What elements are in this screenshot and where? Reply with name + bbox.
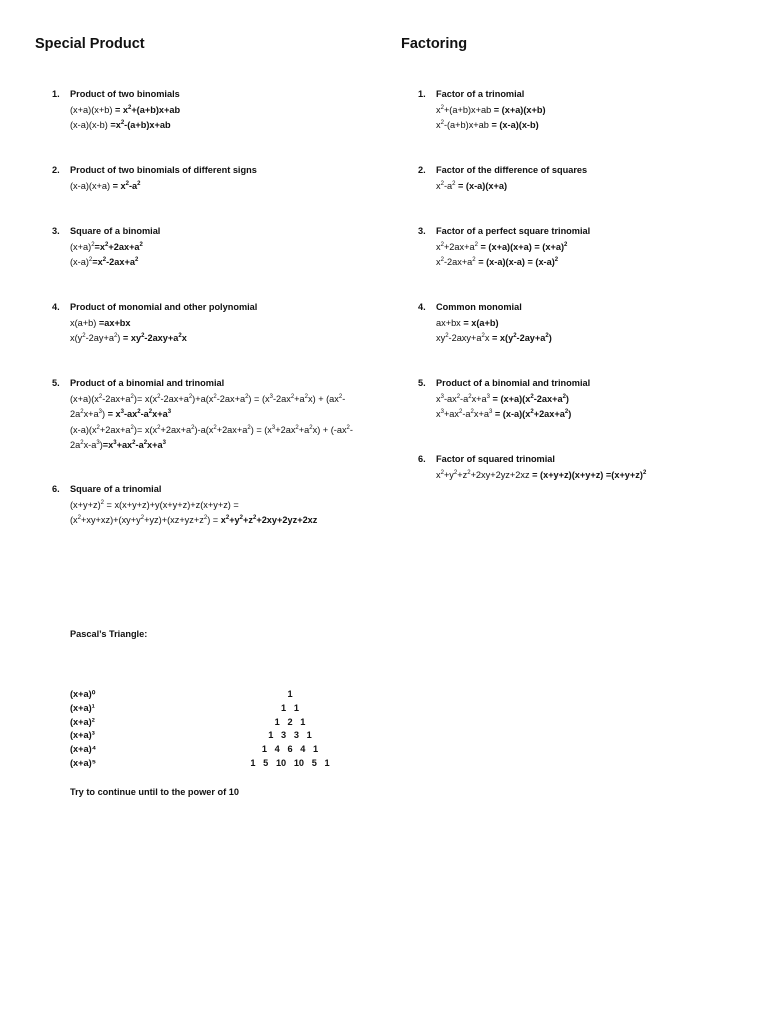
f-item-2-title: Factor of the difference of squares: [436, 165, 588, 175]
f-item-5: [418, 376, 758, 423]
sp-item-5: [52, 376, 370, 454]
pascal-row: [70, 757, 330, 771]
f-item-6: [418, 452, 758, 483]
pascal-row-values: 1: [287, 689, 293, 699]
f-item-4-formula-2: $xy^2-2axy+a^2x = x(y^2-2ay+a^2)$: [436, 332, 552, 343]
f-item-5-formula-2: $x^3+ax^2-a^2x+a^3 = (x-a)(x^2+2ax+a^2)$: [436, 408, 572, 419]
f-item-1-formula-1: $x^2+(a+b)x+ab = (x+a)(x+b)$: [436, 104, 546, 115]
sp-item-4-number: 4.: [52, 302, 60, 312]
sp-item-4-formula-1: x(a+b) =ax+bx: [70, 317, 131, 328]
f-item-4: [418, 300, 758, 347]
f-item-3: [418, 224, 758, 271]
sp-item-2-formula-1: $(x-a)(x+a) = x^2-a^2$: [70, 180, 141, 191]
sp-item-4: [52, 300, 370, 347]
pascal-triangle-title: Pascal’s Triangle:: [70, 629, 148, 639]
sp-item-5-number: 5.: [52, 378, 60, 388]
pascal-row-label: (x+a)²: [70, 716, 95, 727]
f-item-2: [418, 163, 758, 194]
sp-item-5-title: Product of a binomial and trinomial: [70, 378, 225, 388]
factoring-heading: Factoring: [401, 36, 468, 52]
sp-item-3-formula-2: $(x-a)^2=x^2-2ax+a^2$: [70, 256, 139, 267]
sp-item-3-number: 3.: [52, 226, 60, 236]
pascal-row-values: 1 2 1: [274, 716, 306, 727]
pascal-row-label: (x+a)¹: [70, 702, 95, 713]
f-item-5-formula-1: $x^3-ax^2-a^2x+a^3 = (x+a)(x^2-2ax+a^2)$: [436, 393, 569, 404]
pascal-row-values: 1 3 3 1: [268, 730, 312, 741]
sp-item-2-title: Product of two binomials of different signs: [70, 165, 257, 175]
f-item-6-title: Factor of squared trinomial: [436, 454, 555, 464]
sp-item-3-title: Square of a binomial: [70, 226, 161, 236]
f-item-6-formula-1: $x^2+y^2+z^2+2xy+2yz+2xz = (x+y+z)(x+y+z) =(x+y+z)^2$: [436, 469, 647, 480]
pascal-row: [70, 688, 293, 702]
sp-item-6-formula-1: $(x+y+z)^2 = x(x+y+z)+y(x+y+z)+z(x+y+z)$ =: [70, 499, 239, 510]
f-item-2-formula-1: $x^2-a^2 = (x-a)(x+a)$: [436, 180, 508, 191]
f-item-3-number: 3.: [418, 226, 426, 236]
pascal-row-label: (x+a)³: [70, 730, 95, 741]
f-item-5-title: Product of a binomial and trinomial: [436, 378, 591, 388]
sp-item-6: [52, 482, 370, 529]
sp-item-1-title: Product of two binomials: [70, 89, 180, 99]
pascal-row-label: (x+a)⁵: [70, 757, 97, 768]
sp-item-1-formula-2: $(x-a)(x-b) =x^2-(a+b)x+ab$: [70, 119, 171, 130]
sp-item-4-title: Product of monomial and other polynomial: [70, 302, 258, 312]
f-item-4-formula-1: ax+bx = x(a+b): [436, 317, 499, 328]
sp-item-5-formula-1: $(x+a)(x^2-2ax+a^2)= x(x^2-2ax+a^2)+a(x^2-2ax+a^2) = (x^3-2ax^2+a^2x) + (ax^2-2a^2x+a^3) = x^3-ax^2-a^2x+a^3$: [70, 393, 346, 419]
pascal-row-values: 1 5 10 10 5 1: [250, 757, 330, 768]
sp-item-2-number: 2.: [52, 165, 60, 175]
sp-item-6-number: 6.: [52, 484, 60, 494]
sp-item-6-formula-2: $(x^2+xy+xz)+(xy+y^2+yz)+(xz+yz+z^2) = x^2+y^2+z^2+2xy+2yz+2xz$: [70, 514, 318, 525]
pascal-triangle: [70, 688, 330, 771]
pascal-row-label: (x+a)⁰: [70, 689, 96, 699]
f-item-1-formula-2: $x^2-(a+b)x+ab = (x-a)(x-b)$: [436, 119, 539, 130]
sp-item-3: [52, 224, 370, 271]
f-item-4-number: 4.: [418, 302, 426, 312]
f-item-2-number: 2.: [418, 165, 426, 175]
sp-item-5-formula-2: $(x-a)(x^2+2ax+a^2)= x(x^2+2ax+a^2)-a(x^2+2ax+a^2) = (x^3+2ax^2+a^2x) + (-ax^2-2a^2x-a^3)=x^3+ax^2-a^2x+a^3$: [70, 424, 353, 450]
f-item-4-title: Common monomial: [436, 302, 522, 312]
sp-item-2: [52, 163, 370, 194]
pascal-row: [70, 716, 306, 730]
pascal-row-values: 1 1: [281, 702, 299, 713]
pascal-row: [70, 702, 299, 716]
f-item-1-title: Factor of a trinomial: [436, 89, 525, 99]
f-item-1: [418, 87, 758, 134]
sp-item-3-formula-1: $(x+a)^2=x^2+2ax+a^2$: [70, 241, 143, 252]
pascal-row-label: (x+a)⁴: [70, 744, 97, 755]
sp-item-6-title: Square of a trinomial: [70, 484, 162, 494]
f-item-6-number: 6.: [418, 454, 426, 464]
f-item-3-formula-1: $x^2+2ax+a^2 = (x+a)(x+a) = (x+a)^2$: [436, 241, 568, 252]
f-item-1-number: 1.: [418, 89, 426, 99]
pascal-row-values: 1 4 6 4 1: [261, 744, 319, 755]
sp-item-1: [52, 87, 370, 134]
f-item-3-formula-2: $x^2-2ax+a^2 = (x-a)(x-a) = (x-a)^2$: [436, 256, 559, 267]
f-item-3-title: Factor of a perfect square trinomial: [436, 226, 591, 236]
sp-item-1-number: 1.: [52, 89, 60, 99]
pascal-row: [70, 729, 312, 743]
pascal-exercise-instruction: Try to continue until to the power of 10: [70, 787, 239, 797]
sp-item-4-formula-2: $x(y^2-2ay+a^2) = xy^2-2axy+a^2x$: [70, 332, 187, 343]
sp-item-1-formula-1: $(x+a)(x+b) = x^2+(a+b)x+ab$: [70, 104, 181, 115]
f-item-5-number: 5.: [418, 378, 426, 388]
pascal-row: [70, 743, 319, 757]
special-product-heading: Special Product: [35, 36, 145, 52]
